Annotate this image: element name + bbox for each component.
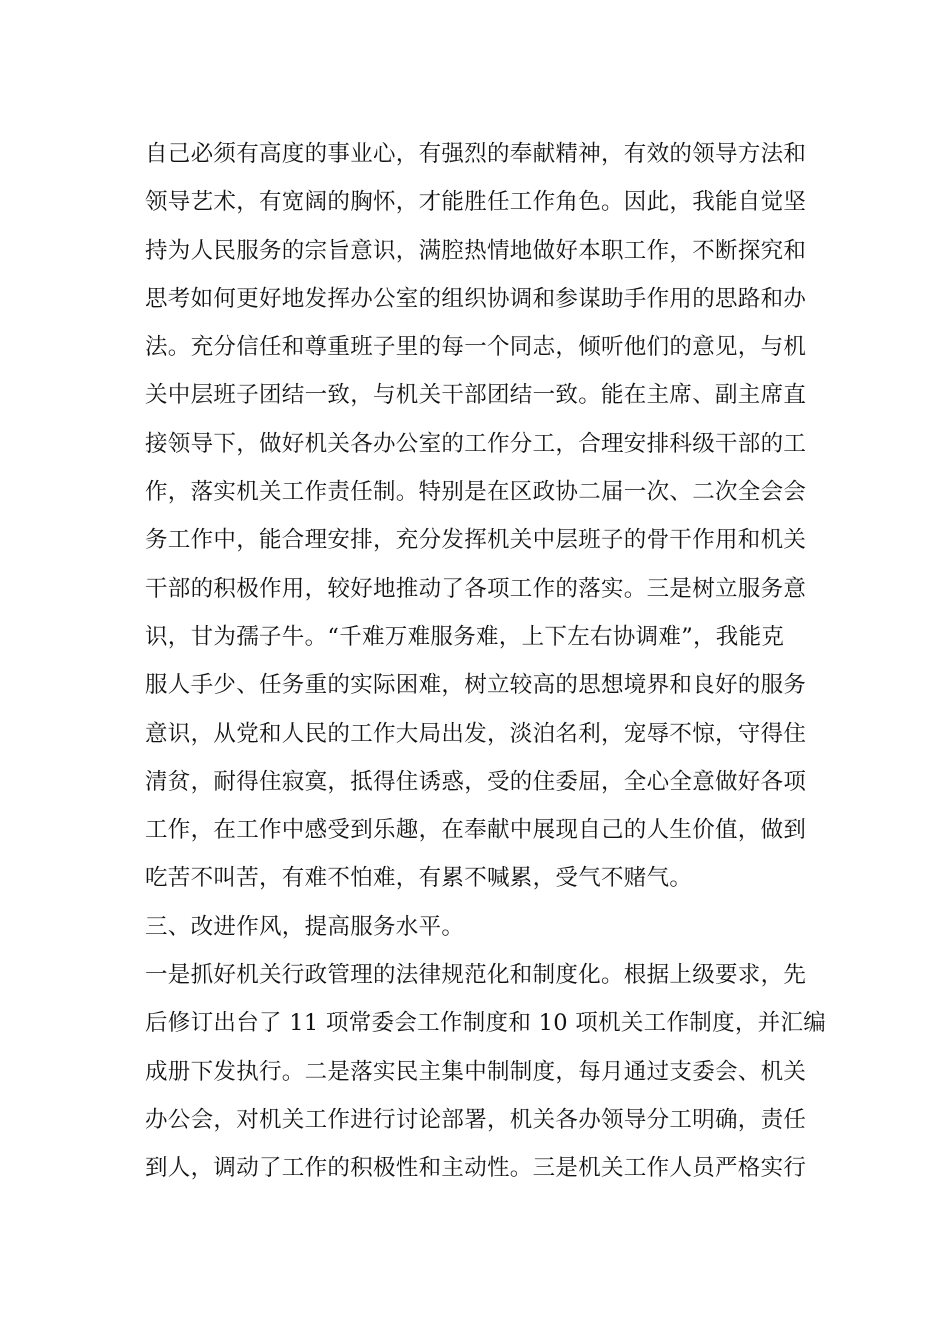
text-line: 识，甘为孺子牛。“千难万难服务难，上下左右协调难”，我能克 bbox=[145, 623, 785, 650]
text-line: 服人手少、任务重的实际困难，树立较高的思想境界和良好的服务 bbox=[145, 672, 807, 699]
text-line: 办公会，对机关工作进行讨论部署，机关各办领导分工明确，责任 bbox=[145, 1106, 807, 1133]
text-line: 工作，在工作中感受到乐趣，在奉献中展现自己的人生价值，做到 bbox=[145, 817, 807, 844]
text-line: 务工作中，能合理安排，充分发挥机关中层班子的骨干作用和机关 bbox=[145, 527, 807, 554]
text-line: 接领导下，做好机关各办公室的工作分工，合理安排科级干部的工 bbox=[145, 430, 807, 457]
text-line: 一是抓好机关行政管理的法律规范化和制度化。根据上级要求，先 bbox=[145, 962, 807, 989]
text-line: 清贫，耐得住寂寞，抵得住诱惑，受的住委屈，全心全意做好各项 bbox=[145, 768, 807, 795]
body-text bbox=[145, 130, 827, 1193]
text-line: 关中层班子团结一致，与机关干部团结一致。能在主席、副主席直 bbox=[145, 382, 807, 409]
text-line: 后修订出台了 11 项常委会工作制度和 10 项机关工作制度，并汇编 bbox=[145, 1010, 827, 1037]
text-line: 领导艺术，有宽阔的胸怀，才能胜任工作角色。因此，我能自觉坚 bbox=[145, 189, 807, 216]
text-line: 法。充分信任和尊重班子里的每一个同志，倾听他们的意见，与机 bbox=[145, 334, 807, 361]
text-line: 吃苦不叫苦，有难不怕难，有累不喊累，受气不赌气。 bbox=[145, 865, 693, 892]
text-line: 到人，调动了工作的积极性和主动性。三是机关工作人员严格实行 bbox=[145, 1155, 807, 1182]
text-line: 意识，从党和人民的工作大局出发，淡泊名利，宠辱不惊，守得住 bbox=[145, 720, 807, 747]
text-line: 干部的积极作用，较好地推动了各项工作的落实。三是树立服务意 bbox=[145, 575, 807, 602]
text-line: 持为人民服务的宗旨意识，满腔热情地做好本职工作，不断探究和 bbox=[145, 237, 807, 264]
text-line: 思考如何更好地发挥办公室的组织协调和参谋助手作用的思路和办 bbox=[145, 285, 807, 312]
text-line: 成册下发执行。二是落实民主集中制制度，每月通过支委会、机关 bbox=[145, 1058, 807, 1085]
section-heading: 三、改进作风，提高服务水平。 bbox=[145, 913, 465, 940]
text-line: 作，落实机关工作责任制。特别是在区政协二届一次、二次全会会 bbox=[145, 479, 807, 506]
text-line: 自己必须有高度的事业心，有强烈的奉献精神，有效的领导方法和 bbox=[145, 141, 807, 167]
